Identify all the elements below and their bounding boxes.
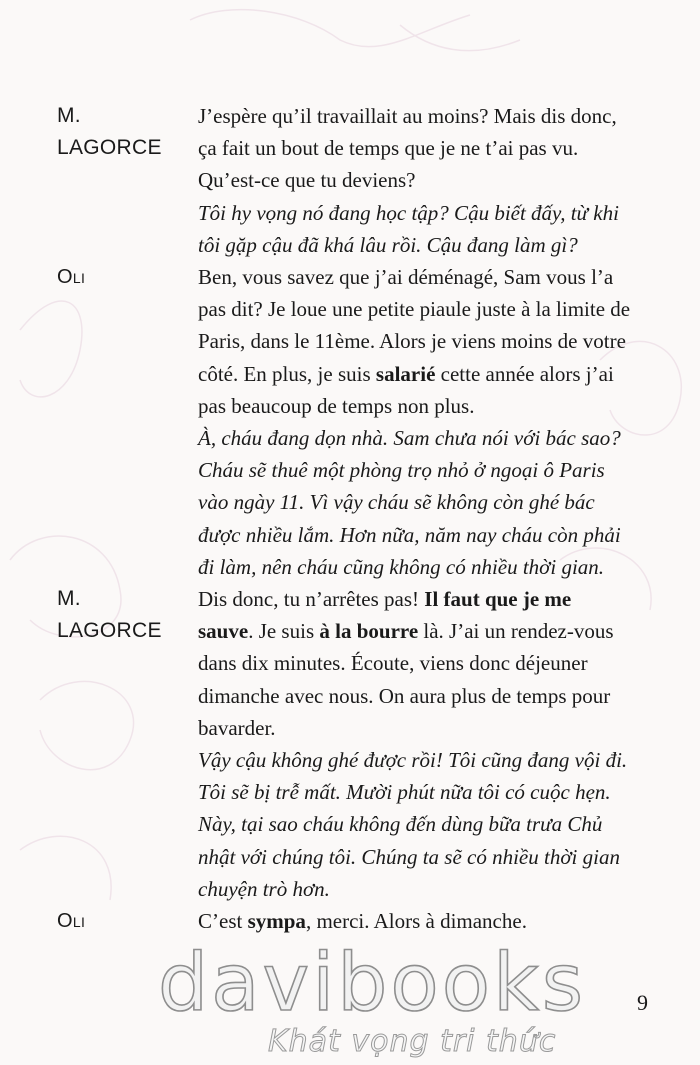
text-line: C’est sympa, merci. Alors à dimanche. [198,909,527,933]
text-line: À, cháu đang dọn nhà. Sam chưa nói với bác sao? [198,426,621,451]
speaker-line: M. [57,587,81,610]
page-number: 9 [637,990,648,1015]
text-line: bavarder. [198,715,276,740]
text-line: Ben, vous savez que j’ai déménagé, Sam vous l’a [198,265,614,289]
dialogue-text [198,261,660,583]
french-text [198,261,660,422]
french-text [198,905,660,937]
vietnamese-translation [198,744,660,905]
bold-term: sauve [198,619,249,644]
text-line: sauve. Je suis à la bourre là. J’ai un rendez-vous [198,619,614,644]
dialogue-text [198,100,660,261]
text-line: ça fait un bout de temps que je ne t’ai pas vu. [198,136,579,161]
text-line: Vậy cậu không ghé được rồi! Tôi cũng đang vội đi. [198,748,628,773]
speaker-label [57,583,192,647]
text-line: dimanche avec nous. On aura plus de temps pour [198,683,611,708]
text-line: Qu’est-ce que tu deviens? [198,168,416,193]
vietnamese-translation [198,422,660,583]
text-line: Tôi hy vọng nó đang học tập? Cậu biết đấy, từ khi [198,200,619,225]
speaker-line: Oli [57,910,86,932]
bold-term: Il faut que je me [424,587,572,611]
french-text [198,583,660,744]
speaker-line: Oli [57,266,86,288]
text-line: nhật với chúng tôi. Chúng ta sẽ có nhiều thời gian [198,844,620,869]
watermark-brand: davibooks [158,937,586,1029]
text-line: J’espère qu’il travaillait au moins? Mais dis donc, [198,104,617,128]
text-line: chuyện trò hơn. [198,876,330,901]
text-line: côté. En plus, je suis salarié cette année alors j’ai [198,361,614,386]
text-line: được nhiều lắm. Hơn nữa, năm nay cháu còn phải [198,522,621,547]
bold-term: salarié [375,361,436,386]
dialogue-text [198,905,660,937]
text-line: pas beaucoup de temps non plus. [198,393,475,418]
text-line: Này, tại sao cháu không đến dùng bữa trưa Chủ [198,812,603,837]
text-line: dans dix minutes. Écoute, viens donc déjeuner [198,651,588,676]
vietnamese-translation [198,197,660,261]
speaker-line: LAGORCE [57,619,162,642]
speaker-label [57,905,192,937]
text-line: tôi gặp cậu đã khá lâu rồi. Cậu đang làm gì? [198,232,578,257]
text-line: Paris, dans le 11ème. Alors je viens moins de votre [198,329,626,354]
watermark-tagline: Khát vọng tri thức [268,1024,557,1059]
text-line: Dis donc, tu n’arrêtes pas! Il faut que je me [198,587,572,611]
speaker-line: M. [57,104,81,127]
speaker-label [57,261,192,293]
text-line: vào ngày 11. Vì vậy cháu sẽ không còn ghé bác [198,490,595,515]
french-text [198,100,660,197]
text-line: Tôi sẽ bị trễ mất. Mười phút nữa tôi có cuộc hẹn. [198,780,611,805]
bold-term: à la bourre [319,619,419,644]
text-line: Cháu sẽ thuê một phòng trọ nhỏ ở ngoại ô Paris [198,458,605,483]
speaker-line: LAGORCE [57,136,162,159]
text-line: đi làm, nên cháu cũng không có nhiều thời gian. [198,554,605,579]
dialogue-text [198,583,660,905]
speaker-label [57,100,192,164]
bold-term: sympa [247,909,306,933]
text-line: pas dit? Je loue une petite piaule juste à la limite de [198,297,631,322]
